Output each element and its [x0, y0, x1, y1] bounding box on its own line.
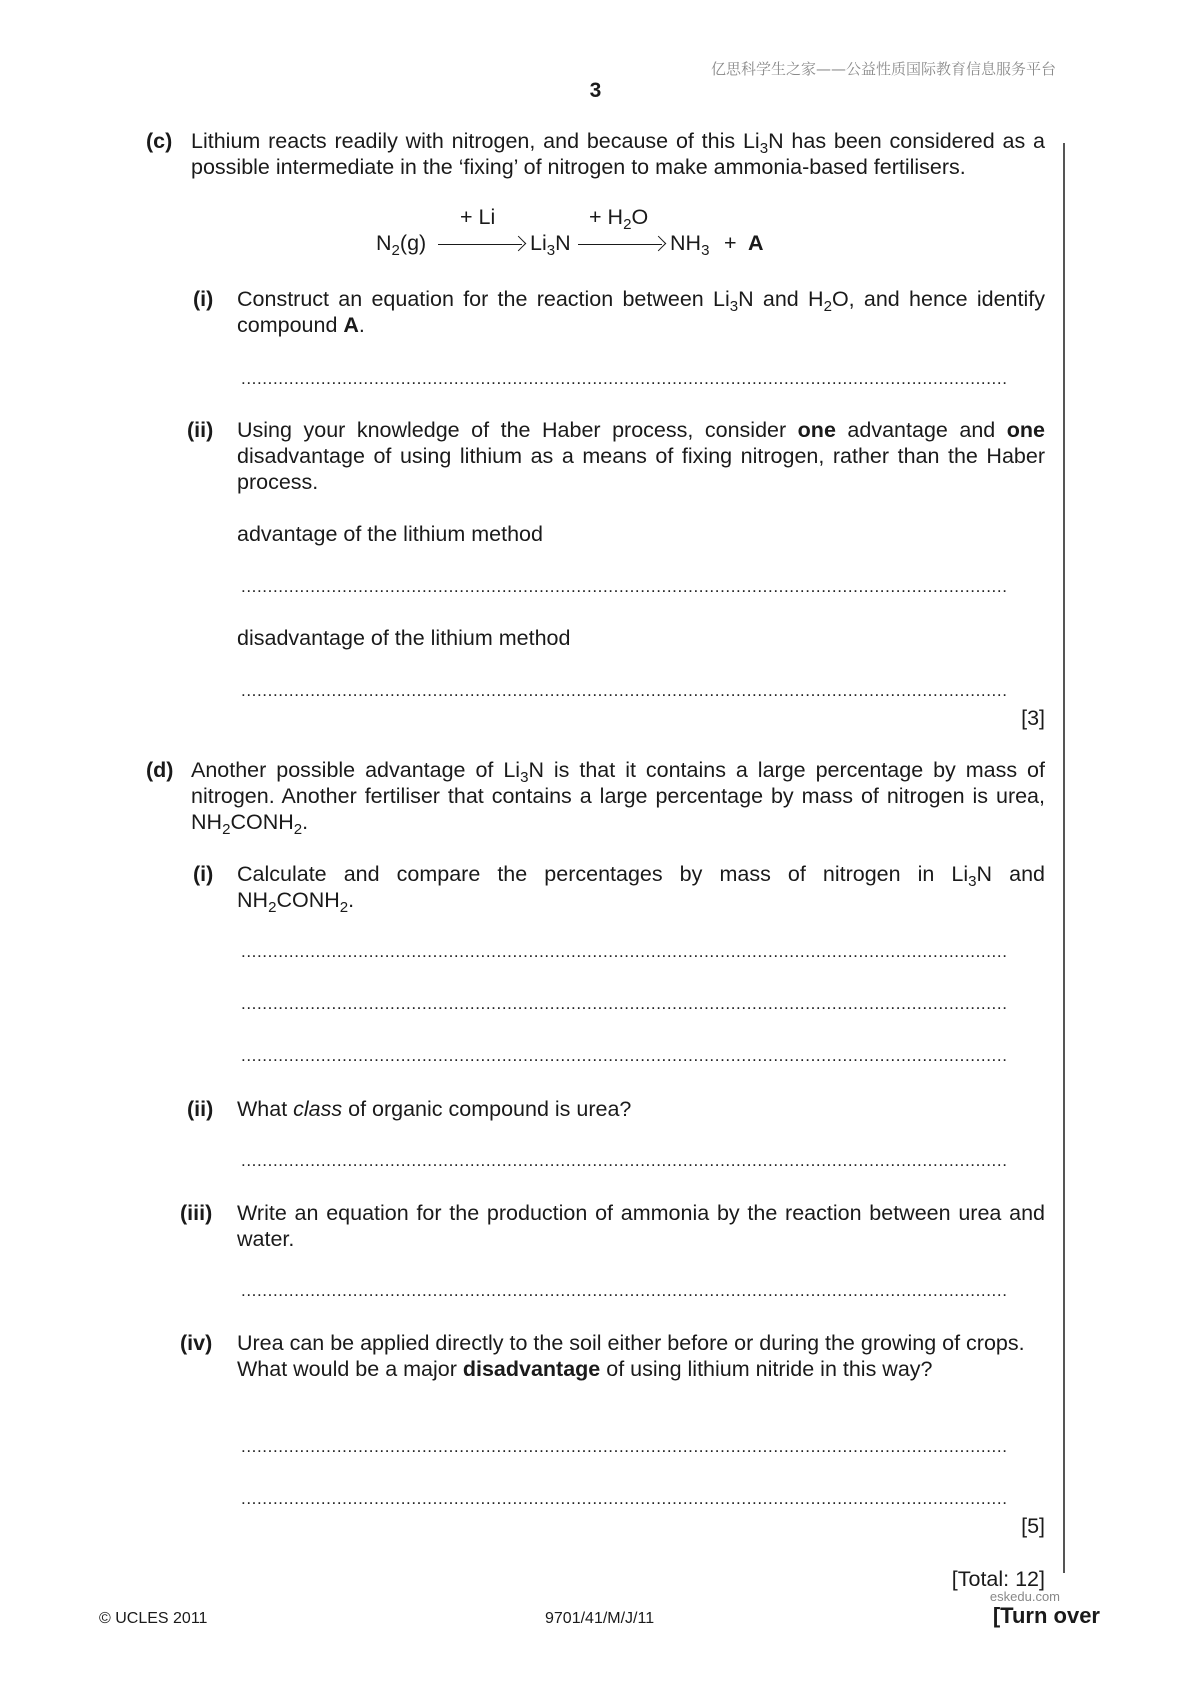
- answer-line-disadvantage[interactable]: ................................................................................................................................................: [241, 681, 1008, 700]
- reaction-scheme: [376, 204, 796, 264]
- answer-line-d-iv-1[interactable]: ................................................................................................................................................: [241, 1437, 1008, 1456]
- question-d-ii-text: What class of organic compound is urea?: [237, 1097, 632, 1121]
- question-d-iv-label: (iv): [180, 1331, 213, 1355]
- question-c-ii-label: (ii): [187, 418, 214, 442]
- answer-line-advantage[interactable]: ................................................................................................................................................: [241, 577, 1008, 596]
- question-d-ii-label: (ii): [187, 1097, 214, 1121]
- marks-d: [5]: [1021, 1514, 1045, 1538]
- scheme-intermediate: $Li_3N$: [530, 231, 571, 259]
- answer-line-d-i-1[interactable]: ................................................................................................................................................: [241, 942, 1008, 961]
- question-c-i-text: Construct an equation for the reaction between $Li_3N$ and $H_2O$, and hence identify compound A.: [237, 287, 1045, 337]
- question-c-i-label: (i): [193, 287, 214, 311]
- scheme-arrow-1: [438, 244, 522, 245]
- turn-over-label: [Turn over: [992, 1603, 1100, 1628]
- answer-line-d-i-2[interactable]: ................................................................................................................................................: [241, 994, 1008, 1013]
- scheme-reagent-water: + $H_2O$: [589, 205, 649, 233]
- answer-line-d-iv-2[interactable]: ................................................................................................................................................: [241, 1489, 1008, 1508]
- answer-line-c-i[interactable]: ................................................................................................................................................: [241, 369, 1008, 388]
- small-watermark: eskedu.com: [989, 1589, 1060, 1604]
- scheme-product: $NH_3$: [670, 231, 710, 259]
- watermark-text: 亿思科学生之家——公益性质国际教育信息服务平台: [710, 60, 1056, 78]
- question-c-intro: Lithium reacts readily with nitrogen, and because of this $Li_3N$ has been considered as a possible intermediate in the ‘fixing’ of nitrogen to make ammonia-based fertilisers.: [191, 129, 1046, 179]
- scheme-arrow-2: [578, 244, 662, 245]
- answer-line-d-i-3[interactable]: ................................................................................................................................................: [241, 1046, 1008, 1065]
- question-d-iii-label: (iii): [180, 1201, 213, 1225]
- scheme-compound-a: A: [748, 231, 764, 255]
- question-d-label: (d): [146, 758, 174, 782]
- scheme-reactant: $N_2(g)$: [376, 231, 427, 259]
- footer-code: 9701/41/M/J/11: [545, 1610, 655, 1627]
- scheme-plus: +: [724, 231, 737, 255]
- question-c-ii-text: Using your knowledge of the Haber process, consider one advantage and one disadvantage of using lithium as a means of fixing nitrogen, rather than the Haber process.: [237, 418, 1046, 494]
- answer-line-d-ii[interactable]: ................................................................................................................................................: [241, 1151, 1008, 1170]
- question-d-i-label: (i): [193, 862, 214, 886]
- advantage-label: advantage of the lithium method: [237, 522, 543, 546]
- page-number: 3: [589, 79, 602, 102]
- question-d-iv-text: Urea can be applied directly to the soil either before or during the growing of crops. What would be a major disadvantage of using lithium nitride in this way?: [237, 1331, 1025, 1381]
- answer-line-d-iii[interactable]: ................................................................................................................................................: [241, 1281, 1008, 1300]
- disadvantage-label: disadvantage of the lithium method: [237, 626, 571, 650]
- scheme-reagent-li: + Li: [460, 205, 496, 229]
- total-marks: [Total: 12]: [951, 1567, 1045, 1591]
- question-d-i-text: Calculate and compare the percentages by mass of nitrogen in $Li_3N$ and $NH_2CONH_2$.: [237, 862, 1046, 916]
- question-d-iii-text: Write an equation for the production of ammonia by the reaction between urea and water.: [237, 1201, 1045, 1251]
- marks-c: [3]: [1021, 706, 1045, 730]
- question-c-label: (c): [146, 129, 173, 153]
- question-d-intro: Another possible advantage of $Li_3N$ is that it contains a large percentage by mass of nitrogen. Another fertiliser that contains a large percentage by mass of nitrogen is urea, $NH_2CONH_2$.: [191, 758, 1045, 838]
- margin-line: [1063, 143, 1065, 1573]
- footer-copyright: © UCLES 2011: [99, 1610, 208, 1627]
